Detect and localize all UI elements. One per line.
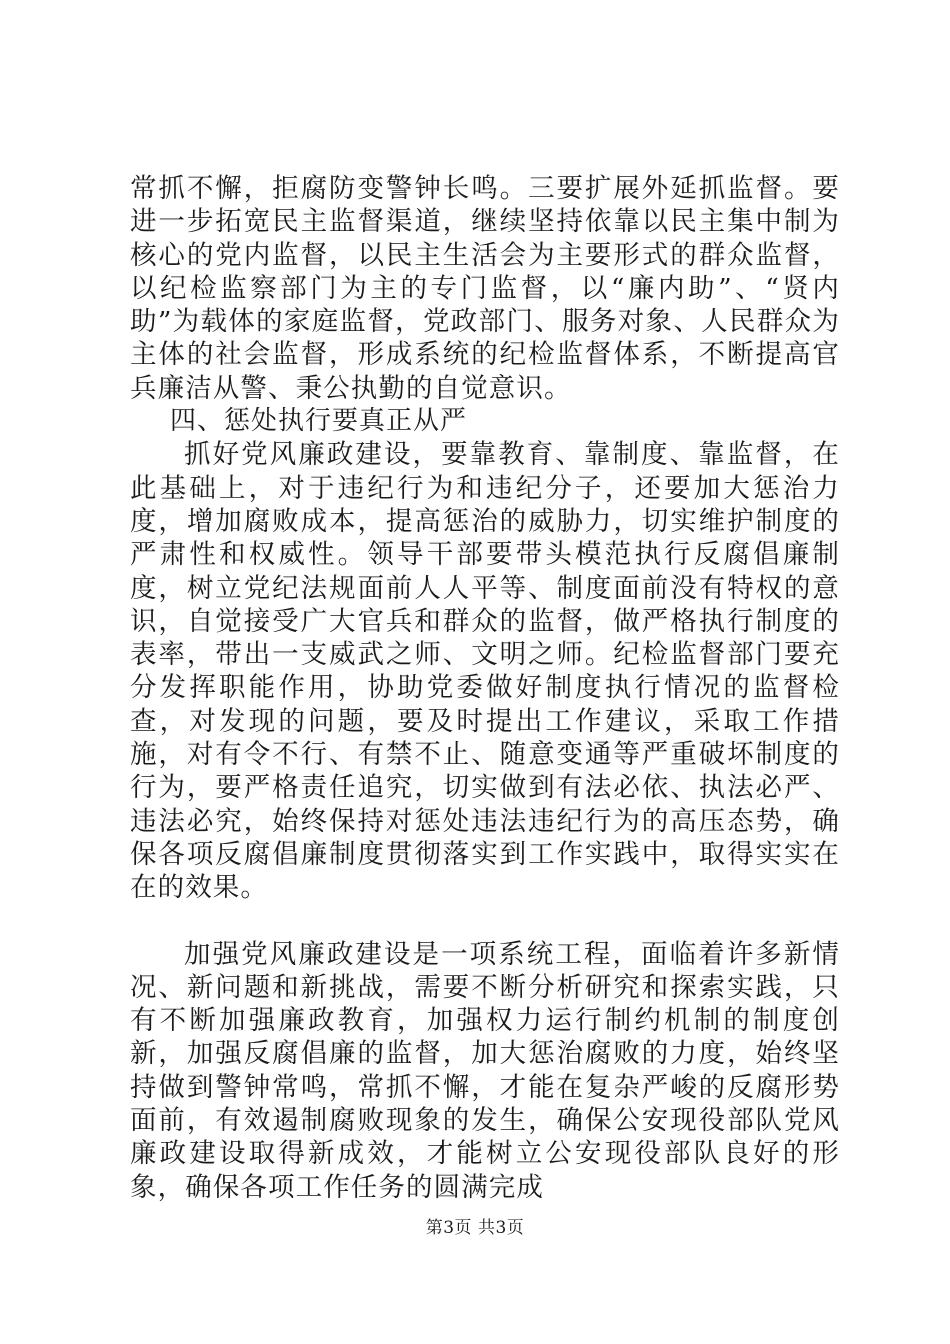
page-number-footer: 第3页 共3页 [425,1218,525,1238]
paragraph-conclusion: 加强党风廉政建设是一项系统工程，面临着许多新情况、新问题和新挑战，需要不断分析研究和探索实践，只有不断加强廉政教育，加强权力运行制约机制的制度创新，加强反腐倡廉的监督，加大惩治腐败的力度，始终坚持做到警钟常鸣，常抓不懈，才能在复杂严峻的反腐形势面前，有效遏制腐败现象的发生，确保公安现役部队党风廉政建设取得新成效，才能树立公安现役部队良好的形象，确保各项工作任务的圆满完成 [130,938,840,1203]
paragraph-supervision-continued: 常抓不懈，拒腐防变警钟长鸣。三要扩展外延抓监督。要进一步拓宽民主监督渠道，继续坚持依靠以民主集中制为核心的党内监督，以民主生活会为主要形式的群众监督，以纪检监察部门为主的专门监督，以“廉内助”、“贤内助”为载体的家庭监督，党政部门、服务对象、人民群众为主体的社会监督，形成系统的纪检监督体系，不断提高官兵廉洁从警、秉公执勤的自觉意识。 [130,173,840,404]
document-body [130,172,840,1204]
paragraph-punishment: 抓好党风廉政建设，要靠教育、靠制度、靠监督，在此基础上，对于违纪行为和违纪分子，还要加大惩治力度，增加腐败成本，提高惩治的威胁力，切实维护制度的严肃性和权威性。领导干部要带头模范执行反腐倡廉制度，树立党纪法规面前人人平等、制度面前没有特权的意识，自觉接受广大官兵和群众的监督，做严格执行制度的表率，带出一支威武之师、文明之师。纪检监督部门要充分发挥职能作用，协助党委做好制度执行情况的监督检查，对发现的问题，要及时提出工作建议，采取工作措施，对有令不行、有禁不止、随意变通等严重破坏制度的行为，要严格责任追究，切实做到有法必依、执法必严、违法必究，始终保持对惩处违法违纪行为的高压态势，确保各项反腐倡廉制度贯彻落实到工作实践中，取得实实在在的效果。 [130,439,840,904]
paragraph-spacer [130,905,840,938]
section-heading-punishment: 四、惩处执行要真正从严 [170,406,468,437]
